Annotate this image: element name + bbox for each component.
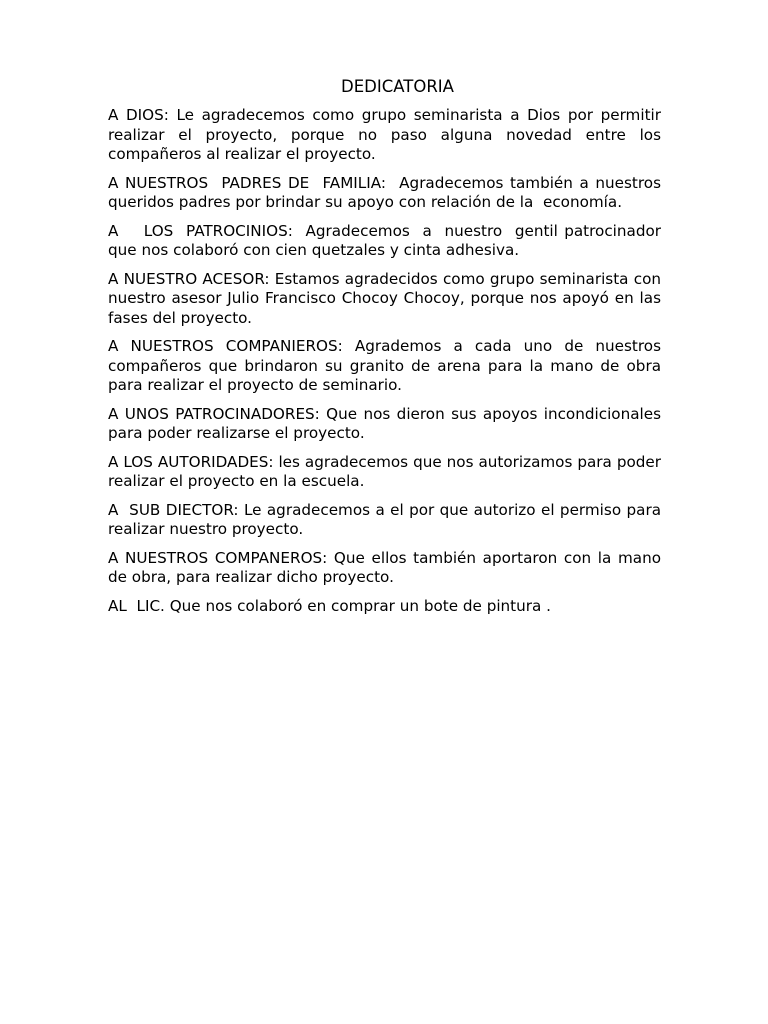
paragraph-patrocinadores: A UNOS PATROCINADORES: Que nos dieron sus apoyos incondicionales para poder realizarse el proyecto. — [108, 404, 666, 442]
paragraph-autoridades: A LOS AUTORIDADES: les agradecemos que nos autorizamos para poder realizar el proyecto en la escuela. — [108, 452, 666, 490]
paragraph-lic: AL LIC. Que nos colaboró en comprar un bote de pintura . — [108, 596, 551, 615]
paragraph-dios: A DIOS: Le agradecemos como grupo seminarista a Dios por permitir realizar el proyecto, porque no paso alguna novedad entre los compañeros al realizar el proyecto. — [108, 106, 666, 163]
paragraph-companieros: A NUESTROS COMPANIEROS: Agrademos a cada uno de nuestros compañeros que brindaron su granito de arena para la mano de obra para realizar el proyecto de seminario. — [108, 337, 666, 394]
document-title: DEDICATORIA — [341, 77, 454, 96]
document-page — [108, 76, 671, 625]
paragraph-sub-diector: A SUB DIECTOR: Le agradecemos a el por que autorizo el permiso para realizar nuestro proyecto. — [108, 500, 666, 538]
paragraph-acesor: A NUESTRO ACESOR: Estamos agradecidos como grupo seminarista con nuestro asesor Julio Francisco Chocoy Chocoy, porque nos apoyó en las fases del proyecto. — [108, 269, 666, 327]
paragraph-companeros: A NUESTROS COMPANEROS: Que ellos también aportaron con la mano de obra, para realizar dicho proyecto. — [108, 548, 666, 586]
paragraph-patrocinios: A LOS PATROCINIOS: Agradecemos a nuestro gentil patrocinador que nos colaboró con cien quetzales y cinta adhesiva. — [108, 221, 671, 259]
paragraph-padres-de-familia: A NUESTROS PADRES DE FAMILIA: Agradecemos también a nuestros queridos padres por brindar su apoyo con relación de la economía. — [108, 173, 666, 211]
